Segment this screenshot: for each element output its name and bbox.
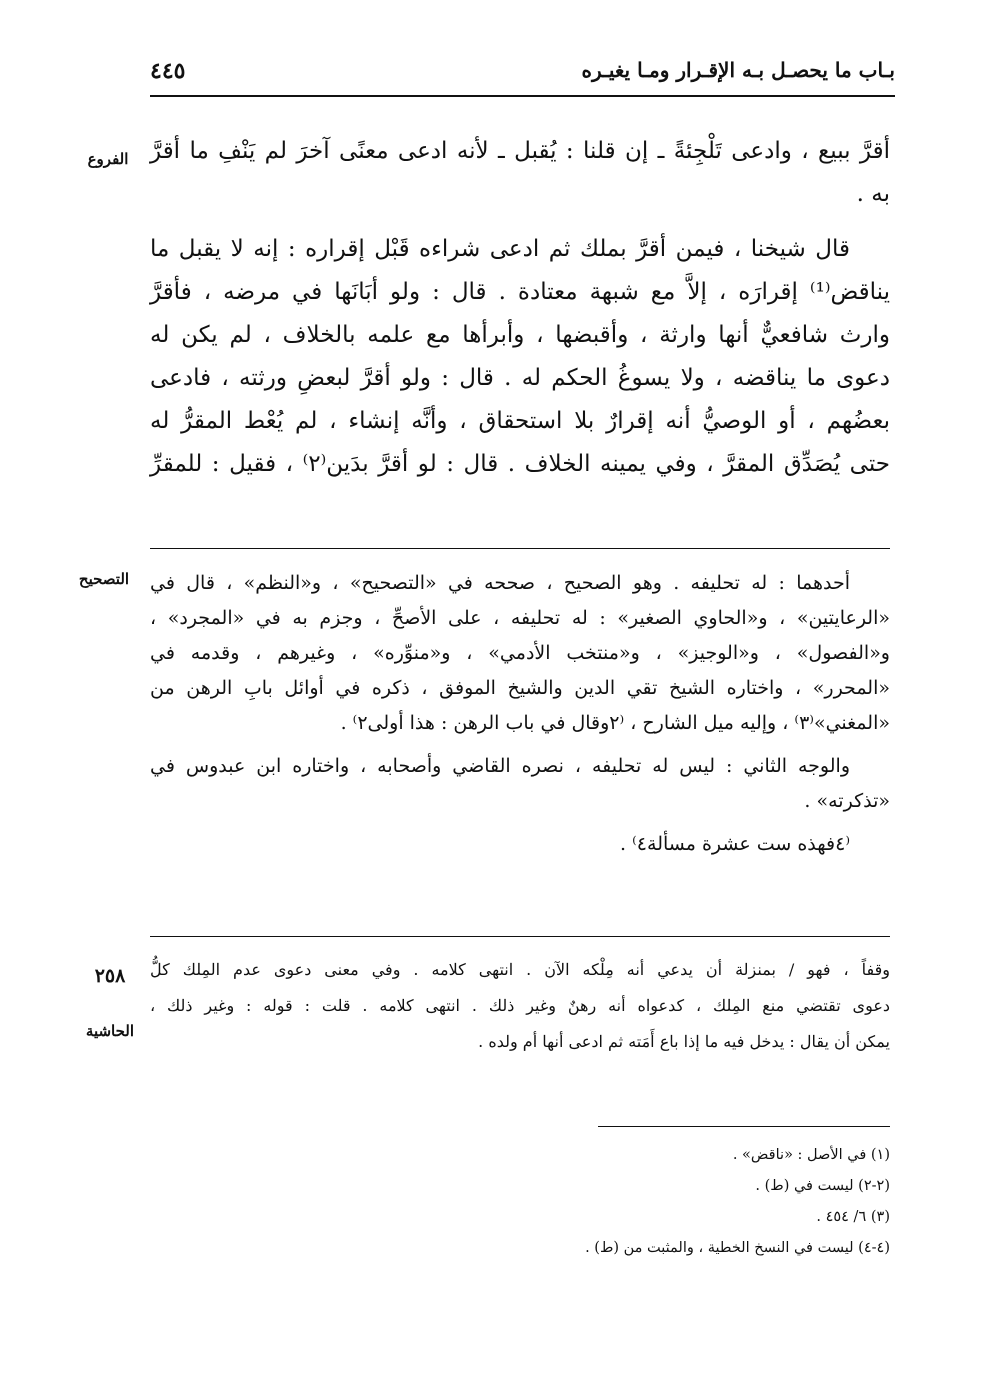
chapter-title: بـاب ما يحصـل بـه الإقـرار ومـا يغيـره bbox=[581, 58, 895, 82]
footnote-separator bbox=[598, 1126, 890, 1127]
main-paragraph-2-cont bbox=[150, 271, 890, 486]
tashih-paragraph-1-cont bbox=[150, 601, 890, 741]
text-line: دعوى تقتضي منع المِلك ، كدعواه أنه رهنٌ وغير ذلك . انتهى كلامه . قلت : قوله : وغير ذلك ، bbox=[150, 996, 891, 1015]
footnote-item: (٣) ٦/ ٤٥٤ . bbox=[816, 1209, 890, 1225]
text-line: حتى يُصَدِّق المقرَّ ، وفي يمينه الخلاف . قال : لو أقرَّ بدَين⁽٢⁾ ، فقيل : للمقرِّ bbox=[150, 451, 890, 477]
text-line: «الرعايتين» ، و«الحاوي الصغير» : له تحليفه ، على الأصحِّ ، وجزم به في «المجرد» ، bbox=[150, 607, 890, 629]
text-line: والوجه الثاني : ليس له تحليفه ، نصره القاضي وأصحابه ، واختاره ابن عبدوس في bbox=[150, 755, 850, 777]
text-line: أقرَّ ببيع ، وادعى تَلْجِئةً ـ إن قلنا : يُقبل ـ لأنه ادعى معنًى آخرَ لم يَنْفِ ما أقرَّ bbox=[150, 138, 890, 164]
side-label-furu: الفروع bbox=[87, 150, 129, 168]
text-line: يناقض⁽¹⁾ إقرارَه ، إلاَّ مع شبهة معتادة . قال : ولو أبَانَها في مرضه ، فأقرَّ bbox=[150, 279, 890, 305]
side-label-tashih: التصحيح bbox=[78, 570, 130, 588]
section-separator bbox=[150, 548, 890, 549]
section-separator bbox=[150, 936, 890, 937]
text-line: ⁽٤فهذه ست عشرة مسألة٤⁾ . bbox=[620, 833, 850, 855]
text-line: «المغني»⁽٣⁾ ، وإليه ميل الشارح ، ⁽٢وقال في باب الرهن : هذا أولى٢⁾ . bbox=[340, 712, 890, 734]
text-line: وارث شافعيٌّ أنها وارثة ، وأقبضها ، وأبرأها مع علمه بالخلاف ، لم يكن له bbox=[150, 322, 890, 348]
running-header bbox=[150, 58, 895, 92]
tashih-paragraph-2-cont bbox=[150, 784, 890, 819]
text-line: «المحرر» ، واختاره الشيخ تقي الدين والشيخ الموفق ، ذكره في أوائل بابِ الرهن من bbox=[150, 677, 890, 699]
footnote-item: (٢-٢) ليست في (ط) . bbox=[755, 1178, 890, 1194]
text-line: و«الفصول» ، و«الوجيز» ، و«منتخب الأدمي» ، و«منوِّره» ، وغيرهم ، وقدمه في bbox=[150, 642, 890, 664]
text-line: «تذكرته» . bbox=[804, 790, 890, 812]
text-line: أحدهما : له تحليفه . وهو الصحيح ، صححه في «التصحيح» ، و«النظم» ، قال في bbox=[150, 572, 850, 594]
side-label-hashiya: الحاشية bbox=[85, 1022, 135, 1040]
text-line: به . bbox=[856, 181, 890, 207]
main-paragraph-2 bbox=[150, 228, 890, 271]
text-line: وقفاً ، فهو / بمنزلة أن يدعي أنه مِلْكه الآن . انتهى كلامه . وفي معنى دعوى عدم المِلك كلُّ bbox=[150, 960, 891, 979]
tashih-paragraph-3 bbox=[150, 827, 890, 862]
text-line: قال شيخنا ، فيمن أقرَّ بملك ثم ادعى شراءه قَبْل إقراره : إنه لا يقبل ما bbox=[150, 236, 850, 262]
page-number: ٤٤٥ bbox=[150, 58, 186, 84]
side-label-hashiya-number: ٢٥٨ bbox=[94, 965, 126, 987]
text-line: يمكن أن يقال : يدخل فيه ما إذا باع أَمَته ثم ادعى أنها أم ولده . bbox=[478, 1032, 890, 1051]
header-rule bbox=[150, 95, 895, 97]
text-line: دعوى ما يناقضه ، ولا يسوغُ الحكم له . قال : ولو أقرَّ لبعضِ ورثته ، فادعى bbox=[150, 365, 890, 391]
hashiya-text bbox=[150, 952, 890, 1060]
footnote-item: (١) في الأصل : «ناقض» . bbox=[732, 1147, 890, 1163]
tashih-paragraph-1 bbox=[150, 566, 890, 601]
footnote-item: (٤-٤) ليست في النسخ الخطية ، والمثبت من (ط) . bbox=[585, 1240, 890, 1256]
footnotes bbox=[150, 1140, 890, 1264]
tashih-paragraph-2 bbox=[150, 749, 890, 784]
text-line: بعضُهم ، أو الوصيُّ أنه إقرارٌ بلا استحقاق ، وأنَّه إنشاء ، لم يُعْط المقرُّ له bbox=[150, 408, 890, 434]
tashih-text bbox=[150, 566, 890, 862]
main-text bbox=[150, 130, 890, 486]
main-paragraph-1 bbox=[150, 130, 890, 216]
